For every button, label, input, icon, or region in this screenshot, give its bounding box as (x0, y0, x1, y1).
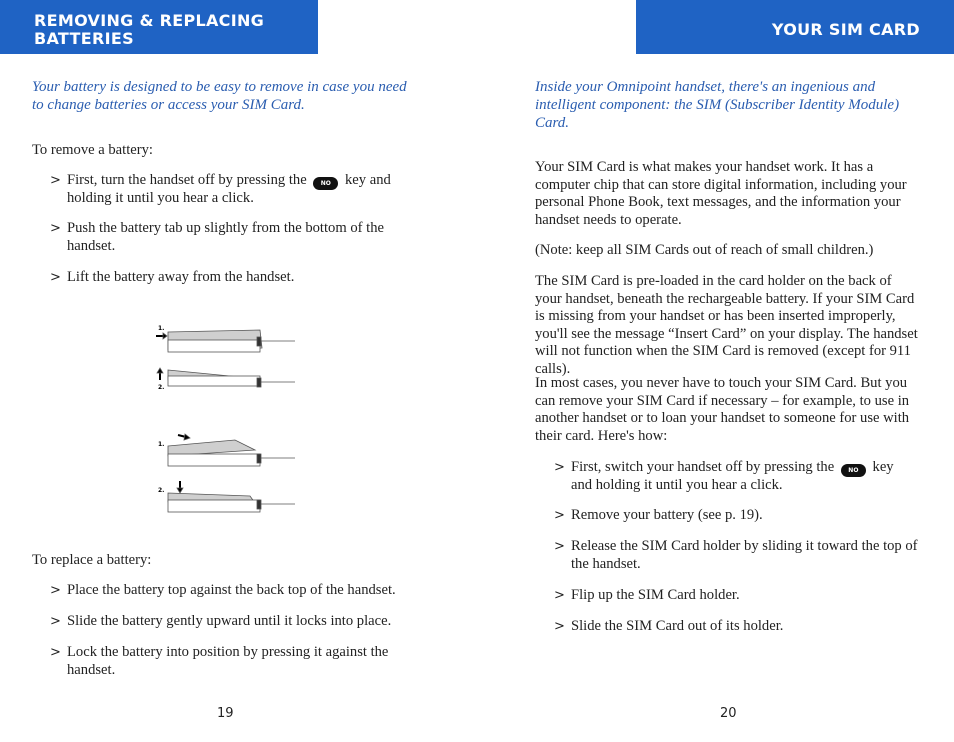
no-key-icon: NO (841, 464, 866, 477)
step-text: Slide the battery gently upward until it locks into place. (67, 613, 392, 629)
battery-illustration (150, 318, 310, 518)
step-label: 1. (158, 325, 165, 332)
step-text: Remove your battery (see p. 19). (571, 507, 763, 523)
no-key-icon: NO (313, 177, 338, 190)
step-text: Lock the battery into position by pressing it against the handset. (67, 644, 389, 678)
sim-step-2 (554, 507, 931, 525)
step-label: 2. (158, 384, 165, 391)
bullet-marker: > (50, 221, 61, 236)
sim-step-5 (554, 618, 931, 636)
bullet-marker: > (50, 645, 61, 660)
section-header (636, 0, 954, 54)
intro-text: Inside your Omnipoint handset, there's an ingenious and intelligent component: the SIM (Subscriber Identity Module) Card. (535, 79, 900, 131)
bullet-marker: > (50, 614, 61, 629)
replace-step-2 (50, 613, 407, 631)
step-text: Lift the battery away from the handset. (67, 269, 295, 285)
bullet-marker: > (554, 508, 565, 523)
replace-step-1 (50, 582, 407, 600)
sim-step-3 (554, 538, 931, 573)
intro-text: Your battery is designed to be easy to remove in case you need to change batteries or access your SIM Card. (32, 79, 407, 113)
page-number: 20 (720, 706, 737, 721)
sim-step-1 (554, 459, 916, 495)
remove-heading: To remove a battery: (32, 142, 153, 158)
handset-figure-b2 (168, 481, 295, 512)
step-text: First, turn the handset off by pressing the (67, 172, 307, 188)
handset-figure-a2 (157, 368, 295, 387)
header-title-line1: REMOVING & REPLACING (34, 11, 265, 30)
remove-step-2 (50, 220, 397, 255)
step-text: Push the battery tab up slightly from the bottom of the handset. (67, 220, 384, 254)
paragraph-1: Your SIM Card is what makes your handset work. It has a computer chip that can store digital information, including your personal Phone Book, text messages, and the information your handset needs to operate. (535, 159, 907, 228)
paragraph-2: (Note: keep all SIM Cards out of reach of small children.) (535, 242, 874, 258)
bullet-marker: > (50, 583, 61, 598)
paragraph-3: The SIM Card is pre-loaded in the card holder on the back of your handset, beneath the rechargeable battery. If your SIM Card is missing from your handset or has been inserted improperly, you'll see the message “Insert Card” on your display. The handset will not function when the SIM Card is removed (except for 911 calls). (535, 273, 918, 377)
replace-heading: To replace a battery: (32, 552, 152, 568)
remove-step-3 (50, 269, 397, 287)
right-page (477, 0, 954, 742)
step-text: key and holding it until you hear a click. (571, 459, 894, 493)
bullet-marker: > (554, 460, 565, 475)
bullet-marker: > (554, 588, 565, 603)
step-text: key and holding it until you hear a click. (67, 172, 391, 206)
bullet-marker: > (554, 619, 565, 634)
bullet-marker: > (554, 539, 565, 554)
header-title-line2: BATTERIES (34, 29, 134, 48)
handset-figure-a1 (156, 330, 295, 352)
step-text: First, switch your handset off by pressing the (571, 459, 835, 475)
remove-step-1 (50, 172, 397, 208)
section-header (0, 0, 318, 54)
step-text: Flip up the SIM Card holder. (571, 587, 740, 603)
page-number: 19 (217, 706, 234, 721)
step-label: 1. (158, 441, 165, 448)
header-title: YOUR SIM CARD (771, 20, 920, 39)
step-text: Slide the SIM Card out of its holder. (571, 618, 784, 634)
handset-figure-b1 (168, 434, 295, 466)
step-text: Release the SIM Card holder by sliding it toward the top of the handset. (571, 538, 918, 572)
step-label: 2. (158, 487, 165, 494)
step-text: Place the battery top against the back top of the handset. (67, 582, 396, 598)
paragraph-4: In most cases, you never have to touch your SIM Card. But you can remove your SIM Card if necessary – for example, to use in another handset or to loan your handset to someone for use with their card. Here's how: (535, 375, 910, 444)
sim-step-4 (554, 587, 931, 605)
bullet-marker: > (50, 173, 61, 188)
replace-step-3 (50, 644, 397, 679)
bullet-marker: > (50, 270, 61, 285)
